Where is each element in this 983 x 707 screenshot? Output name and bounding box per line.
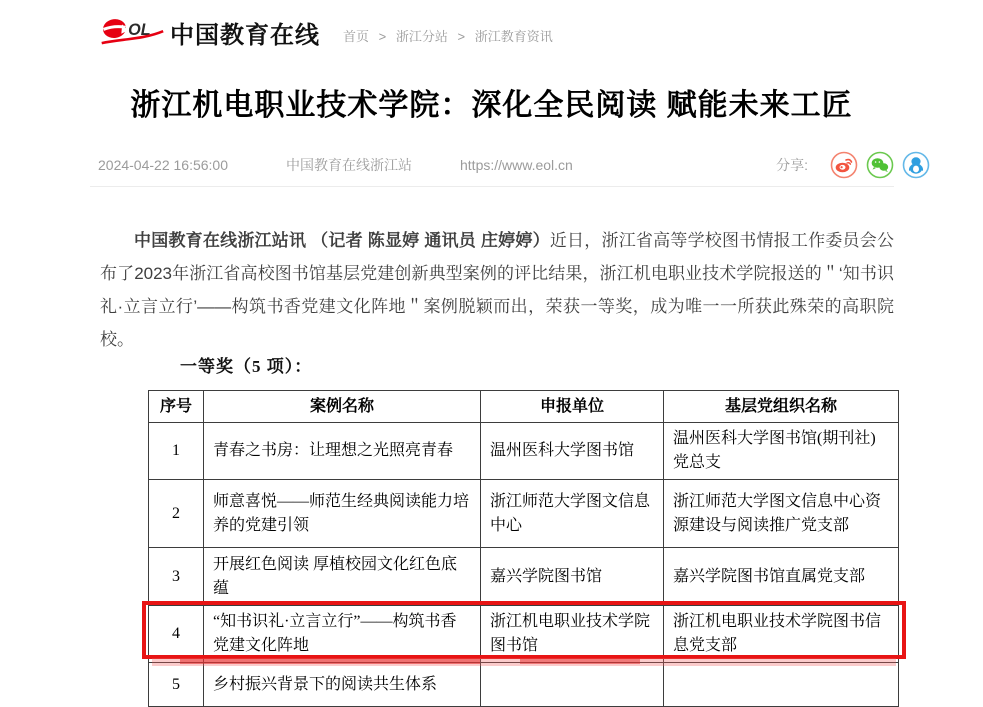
cell-unit: 浙江师范大学图文信息中心 [481,480,664,548]
table-row-highlighted [149,606,899,663]
col-header-seq: 序号 [149,391,204,423]
cell-seq: 3 [149,548,204,606]
cell-seq: 4 [149,606,204,663]
cell-unit [481,663,664,707]
site-name: 中国教育在线 [170,21,320,49]
cell-seq: 2 [149,480,204,548]
col-header-unit: 申报单位 [481,391,664,423]
eol-logo[interactable] [100,12,320,52]
eol-logo-icon [100,12,164,52]
col-header-case: 案例名称 [204,391,481,423]
wechat-share-icon[interactable] [866,151,894,179]
cell-unit: 温州医科大学图书馆 [481,423,664,480]
cell-case: 开展红色阅读 厚植校园文化红色底蕴 [204,548,481,606]
breadcrumb-separator: > [457,28,466,44]
first-prize-heading: 一等奖（5 项）： [180,357,313,376]
paragraph-lead: 中国教育在线浙江站讯 （记者 陈显婷 通讯员 庄婷婷） [134,231,550,250]
publish-date: 2024-04-22 16:56:00 [98,157,228,173]
meta-divider [90,186,894,187]
article-paragraph [100,224,894,356]
cell-org: 浙江师范大学图文信息中心资源建设与阅读推广党支部 [664,480,899,548]
table-row [149,423,899,480]
qq-share-icon[interactable] [902,151,930,179]
cell-org: 嘉兴学院图书馆直属党支部 [664,548,899,606]
table-row [149,663,899,707]
cell-unit: 浙江机电职业技术学院图书馆 [481,606,664,663]
table-row [149,548,899,606]
cell-case: 青春之书房：让理想之光照亮青春 [204,423,481,480]
breadcrumb [340,26,556,45]
breadcrumb-zhejiang[interactable]: 浙江分站 [395,28,448,44]
svg-text:OL: OL [128,20,151,39]
cell-org: 温州医科大学图书馆(期刊社)党总支 [664,423,899,480]
breadcrumb-home[interactable]: 首页 [343,28,370,44]
site-header [100,10,556,54]
breadcrumb-news[interactable]: 浙江教育资讯 [474,28,553,44]
cell-case: 师意喜悦——师范生经典阅读能力培养的党建引领 [204,480,481,548]
weibo-share-icon[interactable] [830,151,858,179]
cell-org [664,663,899,707]
cell-case: 乡村振兴背景下的阅读共生体系 [204,663,481,707]
red-smear-segment [520,659,640,664]
share-label: 分享: [776,157,808,173]
cell-org: 浙江机电职业技术学院图书信息党支部 [664,606,899,663]
article-source: 中国教育在线浙江站 [286,157,412,173]
cell-seq: 1 [149,423,204,480]
source-url: https://www.eol.cn [460,157,573,173]
article-meta [98,150,930,180]
share-bar [776,151,930,179]
table-row [149,480,899,548]
breadcrumb-separator: > [378,28,387,44]
cell-unit: 嘉兴学院图书馆 [481,548,664,606]
cell-seq: 5 [149,663,204,707]
page-title: 浙江机电职业技术学院：深化全民阅读 赋能未来工匠 [130,89,853,122]
col-header-org: 基层党组织名称 [664,391,899,423]
table-header-row [149,391,899,423]
cell-case: “知书识礼·立言立行”——构筑书香党建文化阵地 [204,606,481,663]
red-smear-segment [180,659,480,664]
paragraph-body: 近日，浙江省高等学校图书情报工作委员会公布了2023年浙江省高校图书馆基层党建创新典型案例的评比结果，浙江机电职业技术学院报送的＂‘知书识礼·立言立行’——构筑书香党建文化阵地＂案例脱颖而出，荣获一等奖，成为唯一一所获此殊荣的高职院校。 [100,231,894,349]
